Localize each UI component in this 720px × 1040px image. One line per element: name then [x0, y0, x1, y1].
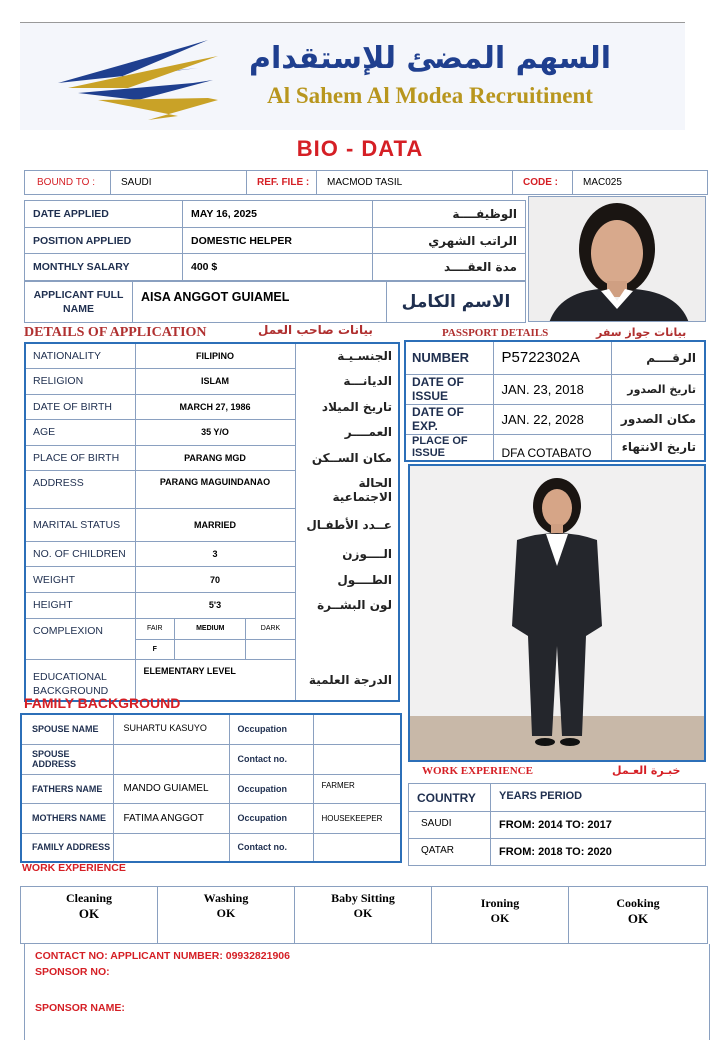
sponsor-no-label: SPONSOR NO:	[35, 966, 110, 978]
family-table	[20, 713, 402, 863]
spouse-contact-label: Contact no.	[229, 744, 313, 774]
passport-place-label: PLACE OF ISSUE	[405, 434, 493, 461]
details-title: DETAILS OF APPLICATION	[24, 325, 207, 340]
skill-baby-sitting	[295, 887, 432, 944]
position-label: POSITION APPLIED	[25, 228, 183, 254]
dob-ar: تاريخ الميلاد	[321, 399, 392, 414]
address-ar: الحالة الاجتماعية	[332, 475, 392, 504]
work-exp-title: WORK EXPERIENCE	[422, 765, 533, 777]
skill-cleaning	[21, 887, 158, 944]
mother-name-label: MOTHERS NAME	[21, 803, 113, 833]
portrait-photo	[528, 196, 706, 322]
passport-place-value: DFA COTABATO	[493, 434, 611, 461]
position-value: DOMESTIC HELPER	[183, 228, 373, 254]
work-table	[408, 783, 706, 866]
weight-ar: الطــــول	[337, 572, 392, 587]
page-title: BIO - DATA	[296, 136, 424, 161]
complexion-dark: DARK	[246, 619, 295, 639]
age-ar: العمــــر	[344, 425, 392, 440]
skill-name: Washing	[203, 891, 249, 905]
complexion-label: COMPLEXION	[25, 618, 135, 660]
height-label: HEIGHT	[25, 593, 135, 619]
skill-washing	[158, 887, 295, 944]
father-name-value: MANDO GUIAMEL	[113, 774, 229, 803]
skill-status: OK	[216, 906, 236, 920]
family-title: FAMILY BACKGROUND	[24, 695, 181, 711]
complexion-grid	[136, 619, 295, 659]
work-exp-title-ar: خبـرة العـمل	[612, 764, 681, 777]
top-bar	[24, 170, 708, 195]
marital-label: MARITAL STATUS	[25, 509, 135, 542]
family-contact-value	[313, 833, 401, 862]
name-table	[24, 281, 526, 323]
details-table	[24, 342, 400, 702]
children-label: NO. OF CHILDREN	[25, 541, 135, 567]
company-name: Al Sahem Al Modea Recruitinent	[267, 83, 593, 108]
skill-name: Baby Sitting	[331, 891, 395, 905]
religion-value: ISLAM	[135, 369, 295, 395]
passport-issue-value: JAN. 23, 2018	[493, 374, 611, 404]
salary-label: MONTHLY SALARY	[25, 254, 183, 281]
complexion-fair: FAIR	[136, 619, 175, 639]
mother-occupation-value: HOUSEKEEPER	[313, 803, 401, 833]
passport-exp-label: DATE OF EXP.	[405, 404, 493, 434]
bound-to-label: BOUND TO :	[25, 171, 111, 195]
work-row	[409, 839, 706, 866]
skill-ironing	[432, 887, 569, 944]
complexion-medium: MEDIUM	[175, 619, 246, 639]
skill-status: OK	[627, 911, 649, 926]
dob-value: MARCH 27, 1986	[135, 394, 295, 420]
work-period: FROM: 2014 TO: 2017	[491, 812, 706, 839]
skill-status: OK	[353, 906, 373, 920]
education-value: ELEMENTARY LEVEL	[135, 660, 295, 701]
spouse-name-value: SUHARTU KASUYO	[113, 714, 229, 744]
ref-file-label: REF. FILE :	[247, 171, 317, 195]
skill-name: Cooking	[616, 896, 660, 910]
details-title-ar: بيانات صاحب العمل	[258, 323, 373, 337]
pob-value: PARANG MGD	[135, 445, 295, 471]
pob-label: PLACE OF BIRTH	[25, 445, 135, 471]
father-name-label: FATHERS NAME	[21, 774, 113, 803]
spouse-address-label: SPOUSE ADDRESS	[21, 744, 113, 774]
religion-ar: الديانـــة	[343, 374, 392, 389]
skill-status: OK	[78, 906, 100, 921]
job-table	[24, 200, 526, 281]
mother-name-value: FATIMA ANGGOT	[113, 803, 229, 833]
education-ar: الدرجة العلمية	[308, 672, 392, 687]
marital-value: MARRIED	[135, 509, 295, 542]
spouse-occupation-label: Occupation	[229, 714, 313, 744]
children-value: 3	[135, 541, 295, 567]
spouse-name-label: SPOUSE NAME	[21, 714, 113, 744]
mother-occupation-label: Occupation	[229, 803, 313, 833]
skill-name: Ironing	[480, 896, 520, 910]
family-address-value	[113, 833, 229, 862]
religion-label: RELIGION	[25, 369, 135, 395]
work-country-header: COUNTRY	[409, 784, 491, 812]
family-contact-label: Contact no.	[229, 833, 313, 862]
date-applied-ar: الوظيفــــة	[373, 201, 526, 228]
work-country: SAUDI	[409, 812, 491, 839]
weight-label: WEIGHT	[25, 567, 135, 593]
skill-status: OK	[490, 911, 510, 925]
nationality-ar: الجنسـيـة	[337, 349, 392, 364]
bound-to-value: SAUDI	[111, 171, 247, 195]
date-applied-value: MAY 16, 2025	[183, 201, 373, 228]
work-period-header: YEARS PERIOD	[491, 784, 706, 812]
code-value: MAC025	[573, 171, 708, 195]
passport-title: PASSPORT DETAILS	[442, 327, 549, 339]
applicant-name-ar: الاسم الكامل	[387, 282, 526, 323]
passport-issue-ar: تاريخ الصدور	[611, 374, 705, 404]
applicant-name-value: AISA ANGGOT GUIAMEL	[133, 282, 387, 323]
contact-box	[24, 944, 710, 1040]
address-value: PARANG MAGUINDANAO	[135, 471, 295, 509]
family-address-label: FAMILY ADDRESS	[21, 833, 113, 862]
code-label: CODE :	[513, 171, 573, 195]
sponsor-name-label: SPONSOR NAME:	[35, 1002, 125, 1014]
passport-number-ar: الرقــــم	[611, 341, 705, 374]
passport-number-label: NUMBER	[405, 341, 493, 374]
pob-ar: مكان الســكن	[311, 451, 392, 466]
passport-exp-ar: مكان الصدور	[611, 404, 705, 434]
height-value: 5'3	[135, 593, 295, 619]
spouse-address-value	[113, 744, 229, 774]
passport-table	[404, 340, 706, 462]
position-ar: الراتب الشهري	[373, 228, 526, 254]
passport-exp-value: JAN. 22, 2028	[493, 404, 611, 434]
nationality-label: NATIONALITY	[25, 343, 135, 369]
applicant-name-label: APPLICANT FULL NAME	[25, 282, 133, 323]
nationality-value: FILIPINO	[135, 343, 295, 369]
contact-line: CONTACT NO: APPLICANT NUMBER: 09932821906	[35, 950, 290, 962]
work-country: QATAR	[409, 839, 491, 866]
education-label: EDUCATIONAL BACKGROUND	[25, 660, 135, 701]
salary-value: 400 $	[183, 254, 373, 281]
address-label: ADDRESS	[25, 471, 135, 509]
passport-issue-label: DATE OF ISSUE	[405, 374, 493, 404]
skill-cooking	[569, 887, 708, 944]
dob-label: DATE OF BIRTH	[25, 394, 135, 420]
company-arabic-name: السهم المضئ للإستقدام	[249, 41, 611, 76]
height-ar: لون البشــرة	[317, 598, 392, 613]
salary-ar: مدة العقــــد	[373, 254, 526, 281]
work-period: FROM: 2018 TO: 2020	[491, 839, 706, 866]
skill-name: Cleaning	[65, 891, 112, 905]
father-occupation-value: FARMER	[313, 774, 401, 803]
work-row	[409, 812, 706, 839]
age-label: AGE	[25, 420, 135, 446]
marital-ar: عــدد الأطفـال	[306, 518, 392, 533]
spouse-contact-value	[313, 744, 401, 774]
portrait-icon	[529, 197, 706, 322]
age-value: 35 Y/O	[135, 420, 295, 446]
full-body-icon	[410, 466, 704, 760]
passport-title-ar: بيانات جواز سفر	[596, 326, 687, 339]
father-occupation-label: Occupation	[229, 774, 313, 803]
passport-number-value: P5722302A	[493, 341, 611, 374]
skills-table	[20, 886, 708, 944]
full-body-photo	[408, 464, 706, 762]
passport-place-ar: تاريخ الانتهاء	[611, 434, 705, 461]
date-applied-label: DATE APPLIED	[25, 201, 183, 228]
company-logo	[20, 22, 685, 130]
weight-value: 70	[135, 567, 295, 593]
complexion-mark: F	[136, 639, 175, 659]
spouse-occupation-value	[313, 714, 401, 744]
ref-file-value: MACMOD TASIL	[317, 171, 513, 195]
skills-title: WORK EXPERIENCE	[22, 862, 126, 874]
children-ar: الــــوزن	[342, 547, 392, 562]
